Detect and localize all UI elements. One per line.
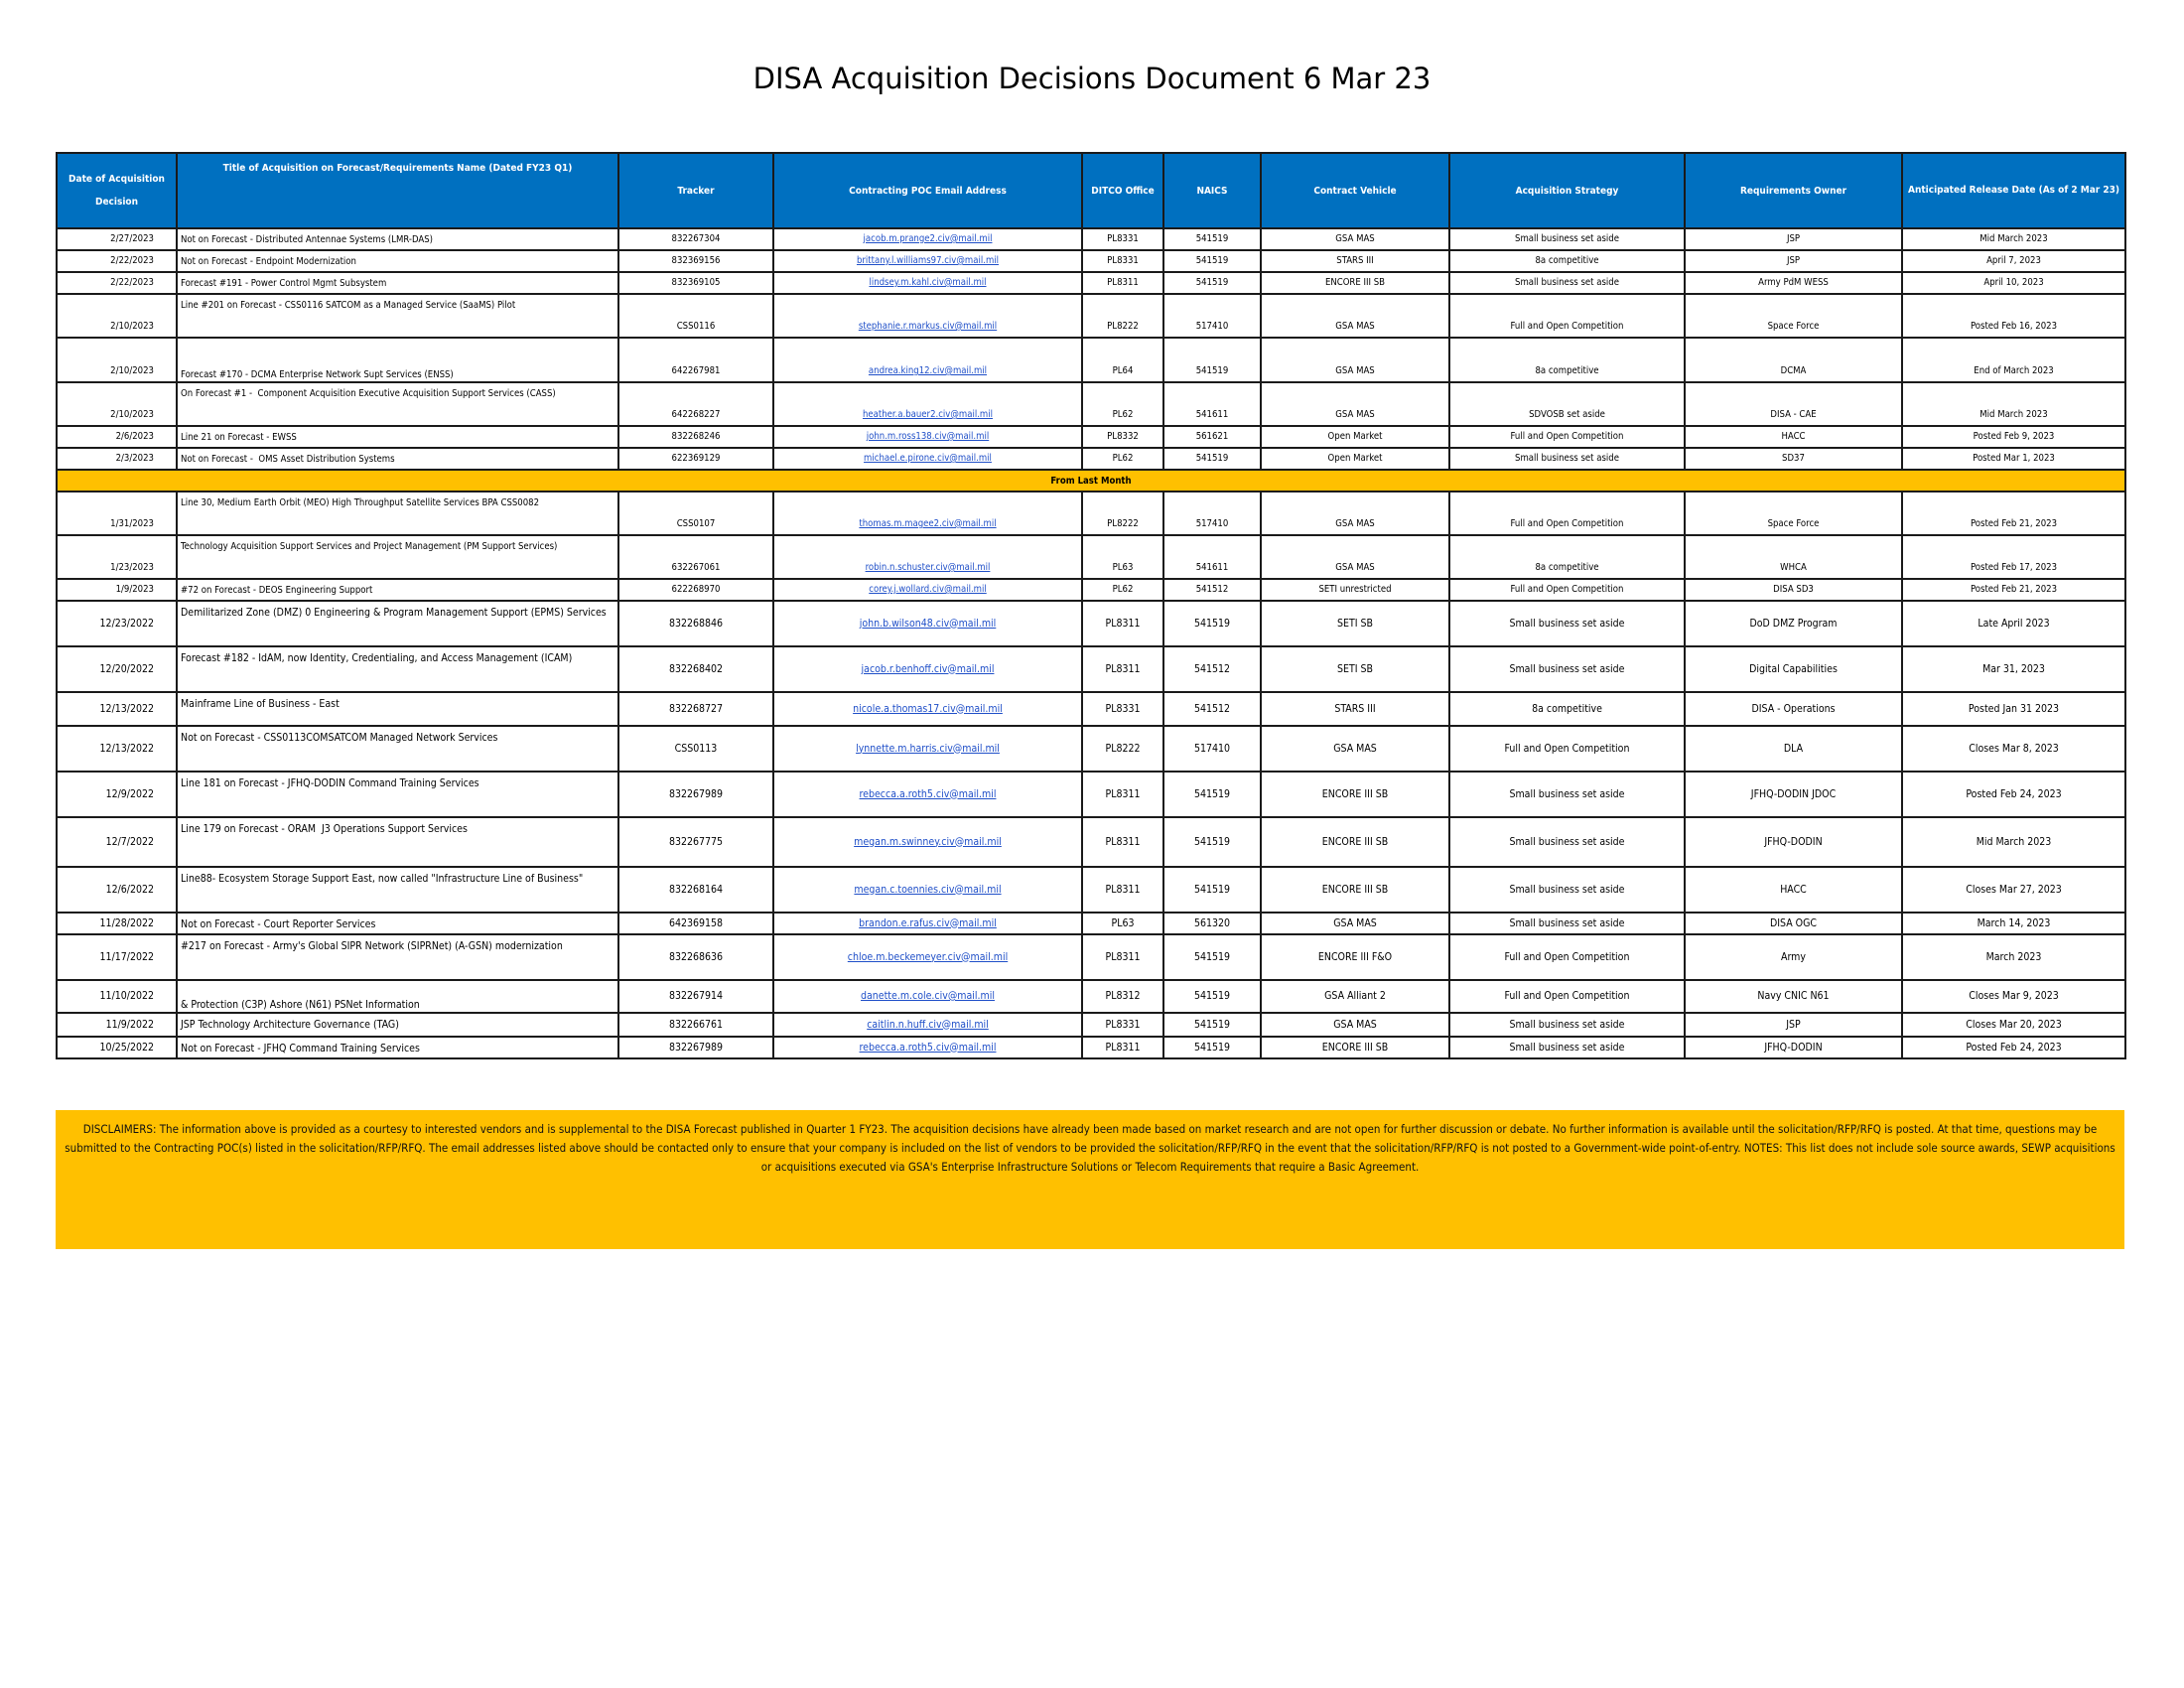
cell-vehicle: ENCORE III SB [1261, 772, 1449, 817]
cell-ditco: PL8222 [1082, 726, 1163, 772]
cell-vehicle: ENCORE III SB [1261, 867, 1449, 913]
cell-naics: 541519 [1163, 601, 1261, 646]
cell-owner: DoD DMZ Program [1685, 601, 1902, 646]
header-release: Anticipated Release Date (As of 2 Mar 23) [1902, 153, 2125, 228]
cell-tracker: 832268636 [618, 934, 773, 980]
table-body [57, 228, 2125, 1058]
cell-date: 2/10/2023 [57, 294, 177, 338]
cell-naics: 541519 [1163, 272, 1261, 294]
cell-email[interactable]: heather.a.bauer2.civ@mail.mil [773, 382, 1082, 426]
table-row [57, 692, 2125, 726]
header-title: Title of Acquisition on Forecast/Requirements Name (Dated FY23 Q1) [177, 153, 618, 228]
cell-naics: 517410 [1163, 726, 1261, 772]
cell-ditco: PL62 [1082, 382, 1163, 426]
cell-date: 12/9/2022 [57, 772, 177, 817]
table-row [57, 448, 2125, 470]
cell-tracker: 632267061 [618, 535, 773, 579]
cell-ditco: PL62 [1082, 448, 1163, 470]
cell-naics: 541512 [1163, 692, 1261, 726]
cell-title: Line 21 on Forecast - EWSS [177, 426, 618, 448]
cell-title: Forecast #182 - IdAM, now Identity, Credentialing, and Access Management (ICAM) [177, 646, 618, 692]
cell-vehicle: STARS III [1261, 250, 1449, 272]
cell-vehicle: Open Market [1261, 426, 1449, 448]
cell-naics: 541519 [1163, 1037, 1261, 1058]
cell-owner: JSP [1685, 1013, 1902, 1037]
cell-date: 1/23/2023 [57, 535, 177, 579]
cell-strategy: Small business set aside [1449, 228, 1685, 250]
cell-vehicle: GSA MAS [1261, 228, 1449, 250]
cell-release: Posted Feb 17, 2023 [1902, 535, 2125, 579]
table-row [57, 726, 2125, 772]
cell-date: 11/28/2022 [57, 913, 177, 934]
cell-owner: WHCA [1685, 535, 1902, 579]
table-row [57, 272, 2125, 294]
cell-tracker: 642267981 [618, 338, 773, 382]
cell-ditco: PL8311 [1082, 646, 1163, 692]
cell-strategy: Small business set aside [1449, 817, 1685, 867]
cell-email[interactable]: caitlin.n.huff.civ@mail.mil [773, 1013, 1082, 1037]
cell-title: Not on Forecast - Court Reporter Services [177, 913, 618, 934]
cell-ditco: PL8311 [1082, 1037, 1163, 1058]
cell-owner: HACC [1685, 426, 1902, 448]
cell-vehicle: ENCORE III SB [1261, 817, 1449, 867]
cell-release: End of March 2023 [1902, 338, 2125, 382]
cell-release: Posted Feb 24, 2023 [1902, 772, 2125, 817]
table-row [57, 772, 2125, 817]
cell-owner: Digital Capabilities [1685, 646, 1902, 692]
cell-email[interactable]: chloe.m.beckemeyer.civ@mail.mil [773, 934, 1082, 980]
cell-release: Mid March 2023 [1902, 817, 2125, 867]
cell-email[interactable]: rebecca.a.roth5.civ@mail.mil [773, 1037, 1082, 1058]
cell-vehicle: ENCORE III F&O [1261, 934, 1449, 980]
cell-ditco: PL8311 [1082, 934, 1163, 980]
cell-ditco: PL8331 [1082, 228, 1163, 250]
cell-naics: 541519 [1163, 448, 1261, 470]
cell-release: Mid March 2023 [1902, 382, 2125, 426]
cell-tracker: 832369105 [618, 272, 773, 294]
cell-title: Line 181 on Forecast - JFHQ-DODIN Command Training Services [177, 772, 618, 817]
cell-email[interactable]: john.m.ross138.civ@mail.mil [773, 426, 1082, 448]
cell-naics: 541519 [1163, 772, 1261, 817]
cell-owner: JSP [1685, 228, 1902, 250]
cell-owner: Space Force [1685, 294, 1902, 338]
cell-strategy: Small business set aside [1449, 646, 1685, 692]
cell-tracker: 832268164 [618, 867, 773, 913]
cell-release: Posted Jan 31 2023 [1902, 692, 2125, 726]
table-row [57, 817, 2125, 867]
cell-naics: 541519 [1163, 338, 1261, 382]
cell-owner: DISA OGC [1685, 913, 1902, 934]
cell-email[interactable]: andrea.king12.civ@mail.mil [773, 338, 1082, 382]
cell-owner: SD37 [1685, 448, 1902, 470]
cell-strategy: 8a competitive [1449, 692, 1685, 726]
cell-naics: 541611 [1163, 535, 1261, 579]
cell-email[interactable]: jacob.r.benhoff.civ@mail.mil [773, 646, 1082, 692]
cell-release: Closes Mar 8, 2023 [1902, 726, 2125, 772]
cell-email[interactable]: corey.j.wollard.civ@mail.mil [773, 579, 1082, 601]
cell-strategy: Small business set aside [1449, 1037, 1685, 1058]
cell-email[interactable]: lindsey.m.kahl.civ@mail.mil [773, 272, 1082, 294]
cell-title: Line #201 on Forecast - CSS0116 SATCOM as a Managed Service (SaaMS) Pilot [177, 294, 618, 338]
cell-vehicle: SETI unrestricted [1261, 579, 1449, 601]
cell-email[interactable]: rebecca.a.roth5.civ@mail.mil [773, 772, 1082, 817]
cell-ditco: PL8311 [1082, 272, 1163, 294]
cell-naics: 541519 [1163, 934, 1261, 980]
cell-vehicle: GSA MAS [1261, 294, 1449, 338]
cell-release: Late April 2023 [1902, 601, 2125, 646]
cell-ditco: PL63 [1082, 913, 1163, 934]
table-row [57, 294, 2125, 338]
cell-title: Not on Forecast - Distributed Antennae Systems (LMR-DAS) [177, 228, 618, 250]
cell-tracker: 832267914 [618, 980, 773, 1013]
cell-ditco: PL8311 [1082, 817, 1163, 867]
cell-owner: JFHQ-DODIN [1685, 1037, 1902, 1058]
cell-vehicle: GSA MAS [1261, 1013, 1449, 1037]
header-tracker: Tracker [618, 153, 773, 228]
cell-owner: HACC [1685, 867, 1902, 913]
cell-date: 2/10/2023 [57, 382, 177, 426]
cell-owner: Space Force [1685, 492, 1902, 535]
cell-release: Posted Feb 21, 2023 [1902, 579, 2125, 601]
cell-release: April 7, 2023 [1902, 250, 2125, 272]
cell-email[interactable]: danette.m.cole.civ@mail.mil [773, 980, 1082, 1013]
cell-date: 12/13/2022 [57, 726, 177, 772]
cell-naics: 561320 [1163, 913, 1261, 934]
cell-ditco: PL8311 [1082, 772, 1163, 817]
cell-email[interactable]: john.b.wilson48.civ@mail.mil [773, 601, 1082, 646]
cell-owner: DISA - Operations [1685, 692, 1902, 726]
cell-email[interactable]: lynnette.m.harris.civ@mail.mil [773, 726, 1082, 772]
cell-ditco: PL8222 [1082, 294, 1163, 338]
cell-strategy: Full and Open Competition [1449, 726, 1685, 772]
cell-tracker: 622268970 [618, 579, 773, 601]
cell-date: 2/3/2023 [57, 448, 177, 470]
cell-tracker: 832268846 [618, 601, 773, 646]
cell-email[interactable]: thomas.m.magee2.civ@mail.mil [773, 492, 1082, 535]
cell-strategy: 8a competitive [1449, 535, 1685, 579]
cell-date: 12/20/2022 [57, 646, 177, 692]
disclaimer-box: DISCLAIMERS: The information above is provided as a courtesy to interested vendors and is supplemental to the DISA Forecast published in Quarter 1 FY23. The acquisition decisions have already been made based on market research and are not open for further discussion or debate. No further information is available until the solicitation/RFP/RFQ is posted. At that time, questions may be submitted to the Contracting POC(s) listed in the solicitation/RFP/RFQ. The email addresses listed above should be contacted only to ensure that your company is included on the list of vendors to be provided the solicitation/RFP/RFQ in the event that the solicitation/RFP/RFQ is not posted to a Government-wide point-of-entry. NOTES: This list does not include sole source awards, SEWP acquisitions or acquisitions executed via GSA's Enterprise Infrastructure Solutions or Telecom Requirements that require a Basic Agreement. [56, 1110, 2124, 1249]
table-row [57, 601, 2125, 646]
cell-naics: 541519 [1163, 867, 1261, 913]
cell-date: 11/10/2022 [57, 980, 177, 1013]
cell-release: Posted Feb 21, 2023 [1902, 492, 2125, 535]
document-title: DISA Acquisition Decisions Document 6 Mar 23 [752, 62, 1432, 95]
cell-ditco: PL8331 [1082, 1013, 1163, 1037]
header-row [57, 153, 2125, 228]
cell-strategy: Full and Open Competition [1449, 492, 1685, 535]
cell-strategy: Full and Open Competition [1449, 934, 1685, 980]
cell-title: Forecast #170 - DCMA Enterprise Network Supt Services (ENSS) [177, 338, 618, 382]
cell-naics: 517410 [1163, 492, 1261, 535]
cell-email[interactable]: brandon.e.rafus.civ@mail.mil [773, 913, 1082, 934]
table-row [57, 646, 2125, 692]
cell-ditco: PL8311 [1082, 601, 1163, 646]
cell-owner: Navy CNIC N61 [1685, 980, 1902, 1013]
cell-strategy: Small business set aside [1449, 1013, 1685, 1037]
cell-email[interactable]: nicole.a.thomas17.civ@mail.mil [773, 692, 1082, 726]
cell-strategy: 8a competitive [1449, 338, 1685, 382]
cell-naics: 541611 [1163, 382, 1261, 426]
table-row [57, 228, 2125, 250]
cell-strategy: Full and Open Competition [1449, 426, 1685, 448]
cell-vehicle: GSA Alliant 2 [1261, 980, 1449, 1013]
cell-tracker: CSS0116 [618, 294, 773, 338]
table-row [57, 579, 2125, 601]
cell-vehicle: SETI SB [1261, 646, 1449, 692]
separator-label: From Last Month [57, 470, 2125, 492]
header-naics: NAICS [1163, 153, 1261, 228]
cell-title: Technology Acquisition Support Services and Project Management (PM Support Services) [177, 535, 618, 579]
cell-owner: DLA [1685, 726, 1902, 772]
cell-vehicle: GSA MAS [1261, 338, 1449, 382]
cell-tracker: CSS0113 [618, 726, 773, 772]
cell-email[interactable]: robin.n.schuster.civ@mail.mil [773, 535, 1082, 579]
cell-release: Closes Mar 20, 2023 [1902, 1013, 2125, 1037]
cell-strategy: SDVOSB set aside [1449, 382, 1685, 426]
header-vehicle: Contract Vehicle [1261, 153, 1449, 228]
header-ditco: DITCO Office [1082, 153, 1163, 228]
cell-tracker: 832268402 [618, 646, 773, 692]
cell-naics: 541512 [1163, 646, 1261, 692]
cell-email[interactable]: megan.m.swinney.civ@mail.mil [773, 817, 1082, 867]
cell-title: & Protection (C3P) Ashore (N61) PSNet Information [177, 980, 618, 1013]
cell-naics: 541519 [1163, 817, 1261, 867]
cell-date: 12/7/2022 [57, 817, 177, 867]
cell-owner: JFHQ-DODIN [1685, 817, 1902, 867]
cell-release: Closes Mar 27, 2023 [1902, 867, 2125, 913]
table-row [57, 980, 2125, 1013]
cell-email[interactable]: michael.e.pirone.civ@mail.mil [773, 448, 1082, 470]
cell-title: Line 30, Medium Earth Orbit (MEO) High Throughput Satellite Services BPA CSS0082 [177, 492, 618, 535]
header-strategy: Acquisition Strategy [1449, 153, 1685, 228]
cell-title: Not on Forecast - JFHQ Command Training Services [177, 1037, 618, 1058]
cell-naics: 541512 [1163, 579, 1261, 601]
cell-strategy: Small business set aside [1449, 867, 1685, 913]
cell-title: Not on Forecast - CSS0113COMSATCOM Managed Network Services [177, 726, 618, 772]
cell-date: 12/6/2022 [57, 867, 177, 913]
cell-vehicle: GSA MAS [1261, 726, 1449, 772]
header-owner: Requirements Owner [1685, 153, 1902, 228]
table-row [57, 250, 2125, 272]
cell-tracker: 832266761 [618, 1013, 773, 1037]
cell-release: Posted Feb 24, 2023 [1902, 1037, 2125, 1058]
separator-row [57, 470, 2125, 492]
cell-strategy: Small business set aside [1449, 772, 1685, 817]
table-row [57, 867, 2125, 913]
cell-tracker: 642369158 [618, 913, 773, 934]
cell-title: Line 179 on Forecast - ORAM J3 Operations Support Services [177, 817, 618, 867]
cell-ditco: PL8311 [1082, 867, 1163, 913]
cell-email[interactable]: brittany.l.williams97.civ@mail.mil [773, 250, 1082, 272]
cell-release: Mid March 2023 [1902, 228, 2125, 250]
cell-release: Posted Feb 16, 2023 [1902, 294, 2125, 338]
table-row [57, 338, 2125, 382]
cell-email[interactable]: stephanie.r.markus.civ@mail.mil [773, 294, 1082, 338]
cell-vehicle: GSA MAS [1261, 492, 1449, 535]
cell-naics: 517410 [1163, 294, 1261, 338]
cell-title: Demilitarized Zone (DMZ) 0 Engineering & Program Management Support (EPMS) Services [177, 601, 618, 646]
cell-strategy: Small business set aside [1449, 448, 1685, 470]
cell-date: 12/13/2022 [57, 692, 177, 726]
cell-release: March 14, 2023 [1902, 913, 2125, 934]
cell-ditco: PL62 [1082, 579, 1163, 601]
cell-title: Line88- Ecosystem Storage Support East, now called "Infrastructure Line of Business" [177, 867, 618, 913]
cell-strategy: Small business set aside [1449, 913, 1685, 934]
cell-title: On Forecast #1 - Component Acquisition Executive Acquisition Support Services (CASS) [177, 382, 618, 426]
acquisition-decisions-table [56, 152, 2126, 1059]
cell-date: 2/22/2023 [57, 250, 177, 272]
cell-tracker: 832268727 [618, 692, 773, 726]
cell-vehicle: GSA MAS [1261, 913, 1449, 934]
cell-tracker: 832267775 [618, 817, 773, 867]
cell-release: Mar 31, 2023 [1902, 646, 2125, 692]
cell-tracker: 642268227 [618, 382, 773, 426]
cell-date: 10/25/2022 [57, 1037, 177, 1058]
cell-title: #217 on Forecast - Army's Global SIPR Network (SIPRNet) (A-GSN) modernization [177, 934, 618, 980]
cell-release: Posted Feb 9, 2023 [1902, 426, 2125, 448]
cell-strategy: Full and Open Competition [1449, 294, 1685, 338]
cell-ditco: PL63 [1082, 535, 1163, 579]
cell-tracker: CSS0107 [618, 492, 773, 535]
cell-strategy: Small business set aside [1449, 601, 1685, 646]
cell-date: 2/10/2023 [57, 338, 177, 382]
cell-naics: 541519 [1163, 980, 1261, 1013]
cell-strategy: Full and Open Competition [1449, 980, 1685, 1013]
table-row [57, 1037, 2125, 1058]
table-row [57, 913, 2125, 934]
cell-owner: Army PdM WESS [1685, 272, 1902, 294]
cell-strategy: Full and Open Competition [1449, 579, 1685, 601]
cell-tracker: 832267989 [618, 772, 773, 817]
cell-naics: 541519 [1163, 228, 1261, 250]
cell-owner: Army [1685, 934, 1902, 980]
cell-naics: 541519 [1163, 1013, 1261, 1037]
cell-vehicle: GSA MAS [1261, 382, 1449, 426]
table-row [57, 382, 2125, 426]
cell-release: Closes Mar 9, 2023 [1902, 980, 2125, 1013]
cell-title: JSP Technology Architecture Governance (TAG) [177, 1013, 618, 1037]
cell-vehicle: ENCORE III SB [1261, 272, 1449, 294]
cell-vehicle: GSA MAS [1261, 535, 1449, 579]
cell-title: Not on Forecast - OMS Asset Distribution Systems [177, 448, 618, 470]
cell-vehicle: Open Market [1261, 448, 1449, 470]
cell-ditco: PL8331 [1082, 692, 1163, 726]
cell-date: 11/9/2022 [57, 1013, 177, 1037]
table-row [57, 1013, 2125, 1037]
cell-date: 2/22/2023 [57, 272, 177, 294]
cell-vehicle: STARS III [1261, 692, 1449, 726]
cell-naics: 541519 [1163, 250, 1261, 272]
cell-release: Posted Mar 1, 2023 [1902, 448, 2125, 470]
cell-title: #72 on Forecast - DEOS Engineering Support [177, 579, 618, 601]
cell-vehicle: ENCORE III SB [1261, 1037, 1449, 1058]
cell-tracker: 832267989 [618, 1037, 773, 1058]
cell-owner: DISA SD3 [1685, 579, 1902, 601]
cell-naics: 561621 [1163, 426, 1261, 448]
cell-date: 1/31/2023 [57, 492, 177, 535]
cell-release: April 10, 2023 [1902, 272, 2125, 294]
cell-owner: DCMA [1685, 338, 1902, 382]
cell-email[interactable]: megan.c.toennies.civ@mail.mil [773, 867, 1082, 913]
cell-ditco: PL64 [1082, 338, 1163, 382]
cell-date: 1/9/2023 [57, 579, 177, 601]
table-row [57, 535, 2125, 579]
cell-date: 2/6/2023 [57, 426, 177, 448]
cell-title: Not on Forecast - Endpoint Modernization [177, 250, 618, 272]
cell-title: Forecast #191 - Power Control Mgmt Subsystem [177, 272, 618, 294]
table-row [57, 934, 2125, 980]
header-email: Contracting POC Email Address [773, 153, 1082, 228]
cell-date: 11/17/2022 [57, 934, 177, 980]
cell-owner: JSP [1685, 250, 1902, 272]
header-date: Date of Acquisition Decision [57, 153, 177, 228]
cell-ditco: PL8222 [1082, 492, 1163, 535]
table-row [57, 492, 2125, 535]
cell-tracker: 832267304 [618, 228, 773, 250]
cell-release: March 2023 [1902, 934, 2125, 980]
cell-tracker: 832369156 [618, 250, 773, 272]
cell-tracker: 832268246 [618, 426, 773, 448]
cell-strategy: 8a competitive [1449, 250, 1685, 272]
cell-owner: JFHQ-DODIN JDOC [1685, 772, 1902, 817]
cell-ditco: PL8312 [1082, 980, 1163, 1013]
cell-owner: DISA - CAE [1685, 382, 1902, 426]
cell-date: 12/23/2022 [57, 601, 177, 646]
cell-vehicle: SETI SB [1261, 601, 1449, 646]
cell-tracker: 622369129 [618, 448, 773, 470]
cell-date: 2/27/2023 [57, 228, 177, 250]
cell-title: Mainframe Line of Business - East [177, 692, 618, 726]
cell-ditco: PL8331 [1082, 250, 1163, 272]
cell-email[interactable]: jacob.m.prange2.civ@mail.mil [773, 228, 1082, 250]
table-row [57, 426, 2125, 448]
cell-ditco: PL8332 [1082, 426, 1163, 448]
cell-strategy: Small business set aside [1449, 272, 1685, 294]
